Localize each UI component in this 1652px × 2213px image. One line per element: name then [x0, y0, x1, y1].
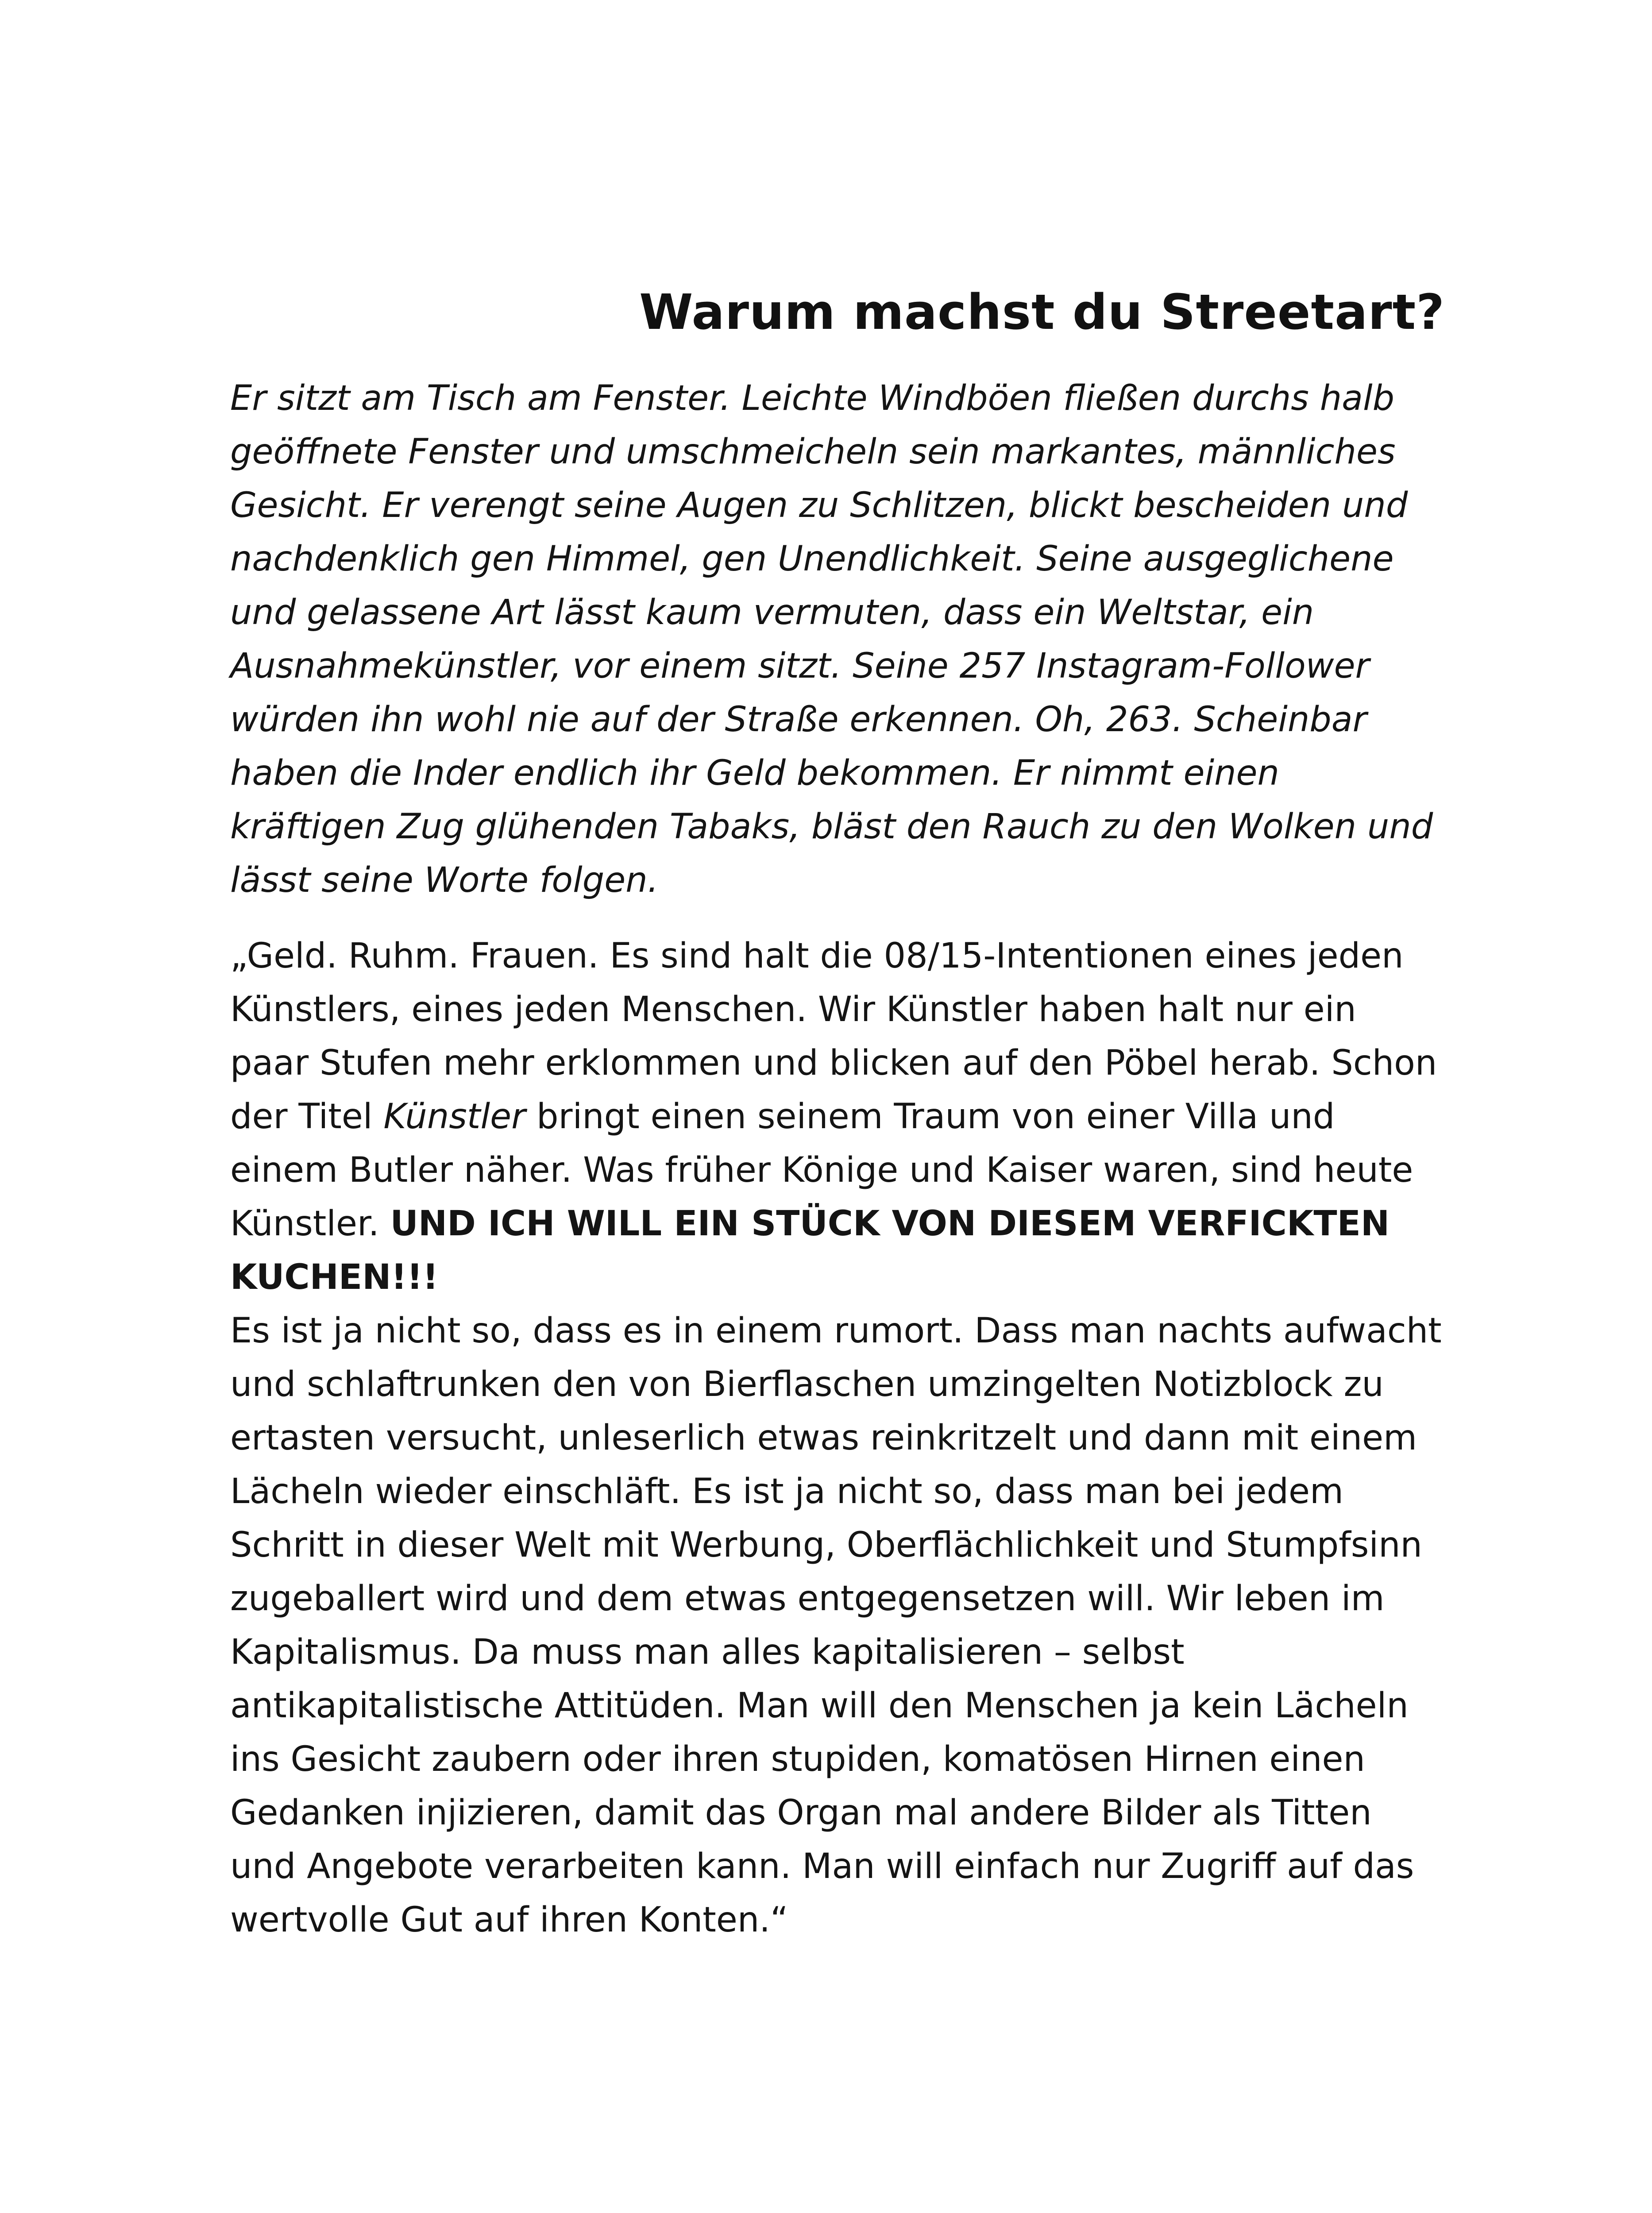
page-title: Warum machst du Streetart? — [639, 284, 1445, 340]
quote-section — [230, 929, 1445, 1947]
quote-text-start: „Geld. Ruhm. Frauen. Es sind halt die 08/15-Intentionen eines jeden Künstlers, eines jeden Menschen. Wir Künstler haben halt nur ein paar Stufen mehr erklommen und blicken auf den Pöbel herab. Schon der Titel — [230, 936, 1437, 1137]
intro-paragraph: Er sitzt am Tisch am Fenster. Leichte Windböen fließen durchs halb geöffnete Fenster und umschmeicheln sein markantes, männliches Gesicht. Er verengt seine Augen zu Schlitzen, blickt bescheiden und nachdenklich gen Himmel, gen Unendlichkeit. Seine ausgeglichene und gelassene Art lässt kaum vermuten, dass ein Weltstar, ein Ausnahmekünstler, vor einem sitzt. Seine 257 Instagram-Follower würden ihn wohl nie auf der Straße erkennen. Oh, 263. Scheinbar haben die Inder endlich ihr Geld bekommen. Er nimmt einen kräftigen Zug glühenden Tabaks, bläst den Rauch zu den Wolken und lässt seine Worte folgen. — [230, 378, 1433, 900]
italic-word-kuenstler: Künstler — [383, 1097, 526, 1137]
quote-paragraph-2: Es ist ja nicht so, dass es in einem rumort. Dass man nachts aufwacht und schlaftrunken den von Bierflaschen umzingelten Notizblock zu ertasten versucht, unleserlich etwas reinkritzelt und dann mit einem Lächeln wieder einschläft. Es ist ja nicht so, dass man bei jedem Schritt in dieser Welt mit Werbung, Oberflächlichkeit und Stumpfsinn zugeballert wird und dem etwas entgegensetzen will. Wir leben im Kapitalismus. Da muss man alles kapitalisieren – selbst antikapitalistische Attitüden. Man will den Menschen ja kein Lächeln ins Gesicht zaubern oder ihren stupiden, komatösen Hirnen einen Gedanken injizieren, damit das Organ mal andere Bilder als Titten und Angebote verarbeiten kann. Man will einfach nur Zugriff auf das wertvolle Gut auf ihren Konten.“ — [230, 1311, 1442, 1940]
quote-paragraph-1 — [230, 929, 1445, 1304]
quote-text-middle: bringt einen seinem Traum von einer Villa und einem Butler näher. Was früher Könige und Kaiser waren, sind heute Künstler. — [230, 1097, 1413, 1244]
bold-exclamation: UND ICH WILL EIN STÜCK VON DIESEM VERFICKTEN KUCHEN!!! — [230, 1204, 1390, 1297]
